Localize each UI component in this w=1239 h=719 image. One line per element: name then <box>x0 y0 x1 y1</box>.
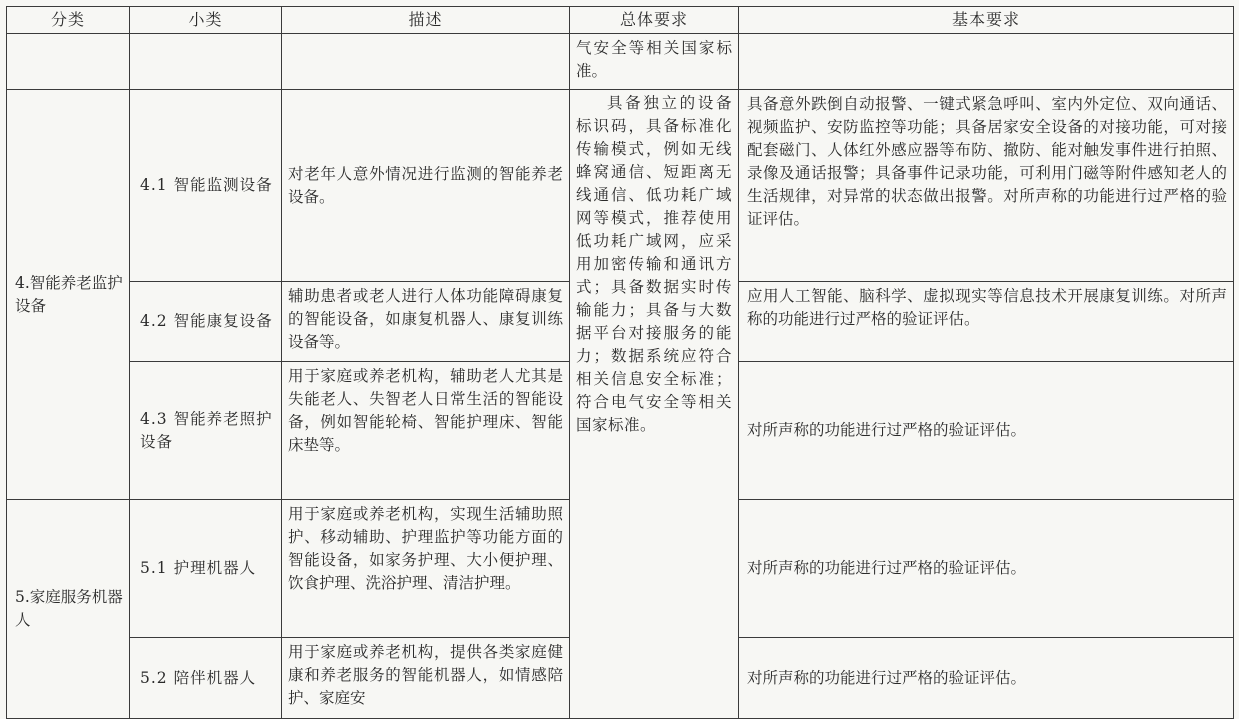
cell-empty <box>739 34 1234 90</box>
subcategory-cell: 4.2 智能康复设备 <box>130 282 282 362</box>
header-subcategory: 小类 <box>130 7 282 34</box>
category-cell: 5.家庭服务机器人 <box>7 500 130 719</box>
cell-empty <box>130 34 282 90</box>
category-cell: 4.智能养老监护设备 <box>7 90 130 500</box>
header-overall-requirements: 总体要求 <box>570 7 739 34</box>
description-cell: 用于家庭或养老机构，实现生活辅助照护、移动辅助、护理监护等功能方面的智能设备，如家务护理、大小便护理、饮食护理、洗浴护理、清洁护理。 <box>282 500 570 638</box>
description-cell: 辅助患者或老人进行人体功能障碍康复的智能设备，如康复机器人、康复训练设备等。 <box>282 282 570 362</box>
header-basic-requirements: 基本要求 <box>739 7 1234 34</box>
requirements-table <box>6 6 1234 719</box>
basic-requirements-cell: 具备意外跌倒自动报警、一键式紧急呼叫、室内外定位、双向通话、视频监护、安防监控等功能；具备居家安全设备的对接功能，可对接配套磁门、人体红外感应器等布防、撤防、能对触发事件进行拍照、录像及通话报警；具备事件记录功能，可利用门磁等附件感知老人的生活规律，对异常的状态做出报警。对所声称的功能进行过严格的验证评估。 <box>739 90 1234 282</box>
table-row <box>7 90 1234 282</box>
subcategory-cell: 5.1 护理机器人 <box>130 500 282 638</box>
subcategory-cell: 5.2 陪伴机器人 <box>130 638 282 719</box>
continuation-row <box>7 34 1234 90</box>
overall-requirements-text: 具备独立的设备标识码，具备标准化传输模式，例如无线蜂窝通信、短距离无线通信、低功耗广域网等模式，推荐使用低功耗广域网，应采用加密传输和通讯方式；具备数据实时传输能力；具备与大数据平台对接服务的能力；数据系统应符合相关信息安全标准；符合电气安全等相关国家标准。 <box>576 94 732 434</box>
basic-requirements-cell: 应用人工智能、脑科学、虚拟现实等信息技术开展康复训练。对所声称的功能进行过严格的验证评估。 <box>739 282 1234 362</box>
description-cell: 用于家庭或养老机构，提供各类家庭健康和养老服务的智能机器人，如情感陪护、家庭安 <box>282 638 570 719</box>
header-description: 描述 <box>282 7 570 34</box>
header-category: 分类 <box>7 7 130 34</box>
subcategory-cell: 4.3 智能养老照护设备 <box>130 362 282 500</box>
overall-requirements-cell <box>570 90 739 719</box>
header-row <box>7 7 1234 34</box>
description-cell: 用于家庭或养老机构，辅助老人尤其是失能老人、失智老人日常生活的智能设备，例如智能轮椅、智能护理床、智能床垫等。 <box>282 362 570 500</box>
basic-requirements-cell: 对所声称的功能进行过严格的验证评估。 <box>739 362 1234 500</box>
overall-continuation: 气安全等相关国家标准。 <box>570 34 739 90</box>
basic-requirements-cell: 对所声称的功能进行过严格的验证评估。 <box>739 638 1234 719</box>
basic-requirements-cell: 对所声称的功能进行过严格的验证评估。 <box>739 500 1234 638</box>
subcategory-cell: 4.1 智能监测设备 <box>130 90 282 282</box>
cell-empty <box>7 34 130 90</box>
cell-empty <box>282 34 570 90</box>
description-cell: 对老年人意外情况进行监测的智能养老设备。 <box>282 90 570 282</box>
